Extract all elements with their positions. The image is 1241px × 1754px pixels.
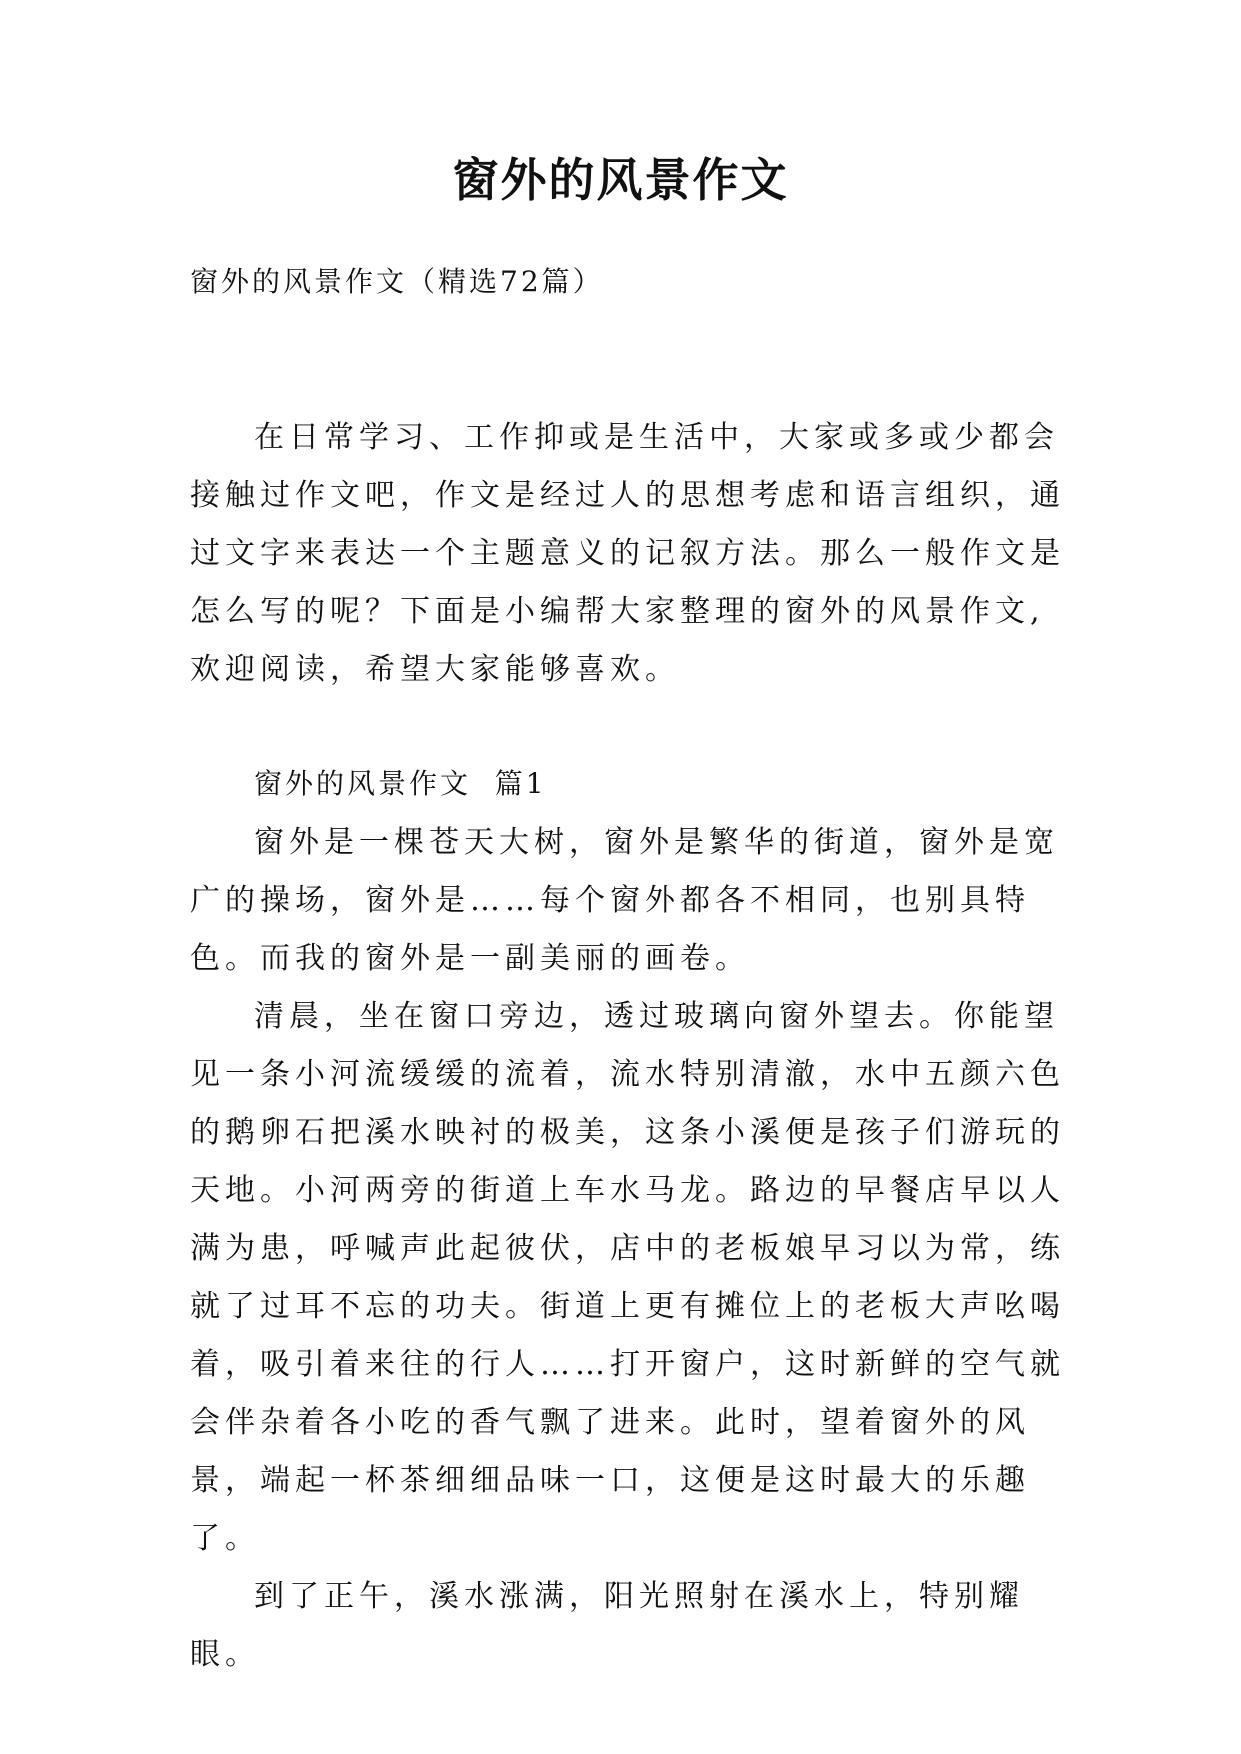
document-title: 窗外的风景作文 — [452, 153, 789, 207]
essay-body — [190, 814, 1070, 1684]
essay-paragraph: 清晨，坐在窗口旁边，透过玻璃向窗外望去。你能望见一条小河流缓缓的流着，流水特别清澈，水中五颜六色的鹅卵石把溪水映衬的极美，这条小溪便是孩子们游玩的天地。小河两旁的街道上车水马龙。路边的早餐店早以人满为患，呼喊声此起彼伏，店中的老板娘早习以为常，练就了过耳不忘的功夫。街道上更有摊位上的老板大声吆喝着，吸引着来往的行人……打开窗户，这时新鲜的空气就会伴杂着各小吃的香气飘了进来。此时，望着窗外的风景，端起一杯茶细细品味一口，这便是这时最大的乐趣了。 — [190, 999, 1065, 1556]
essay-paragraph: 到了正午，溪水涨满，阳光照射在溪水上，特别耀眼。 — [190, 1579, 1024, 1672]
document-subtitle: 窗外的风景作文（精选72篇） — [190, 265, 604, 298]
intro-paragraph: 在日常学习、工作抑或是生活中，大家或多或少都会接触过作文吧，作文是经过人的思想考虑和语言组织，通过文字来表达一个主题意义的记叙方法。那么一般作文是怎么写的呢？下面是小编帮大家整理的窗外的风景作文,欢迎阅读，希望大家能够喜欢。 — [190, 420, 1065, 687]
section-heading: 窗外的风景作文 篇1 — [254, 767, 547, 800]
essay-paragraph: 窗外是一棵苍天大树，窗外是繁华的街道，窗外是宽广的操场，窗外是……每个窗外都各不相同，也别具特色。而我的窗外是一副美丽的画卷。 — [190, 825, 1059, 976]
